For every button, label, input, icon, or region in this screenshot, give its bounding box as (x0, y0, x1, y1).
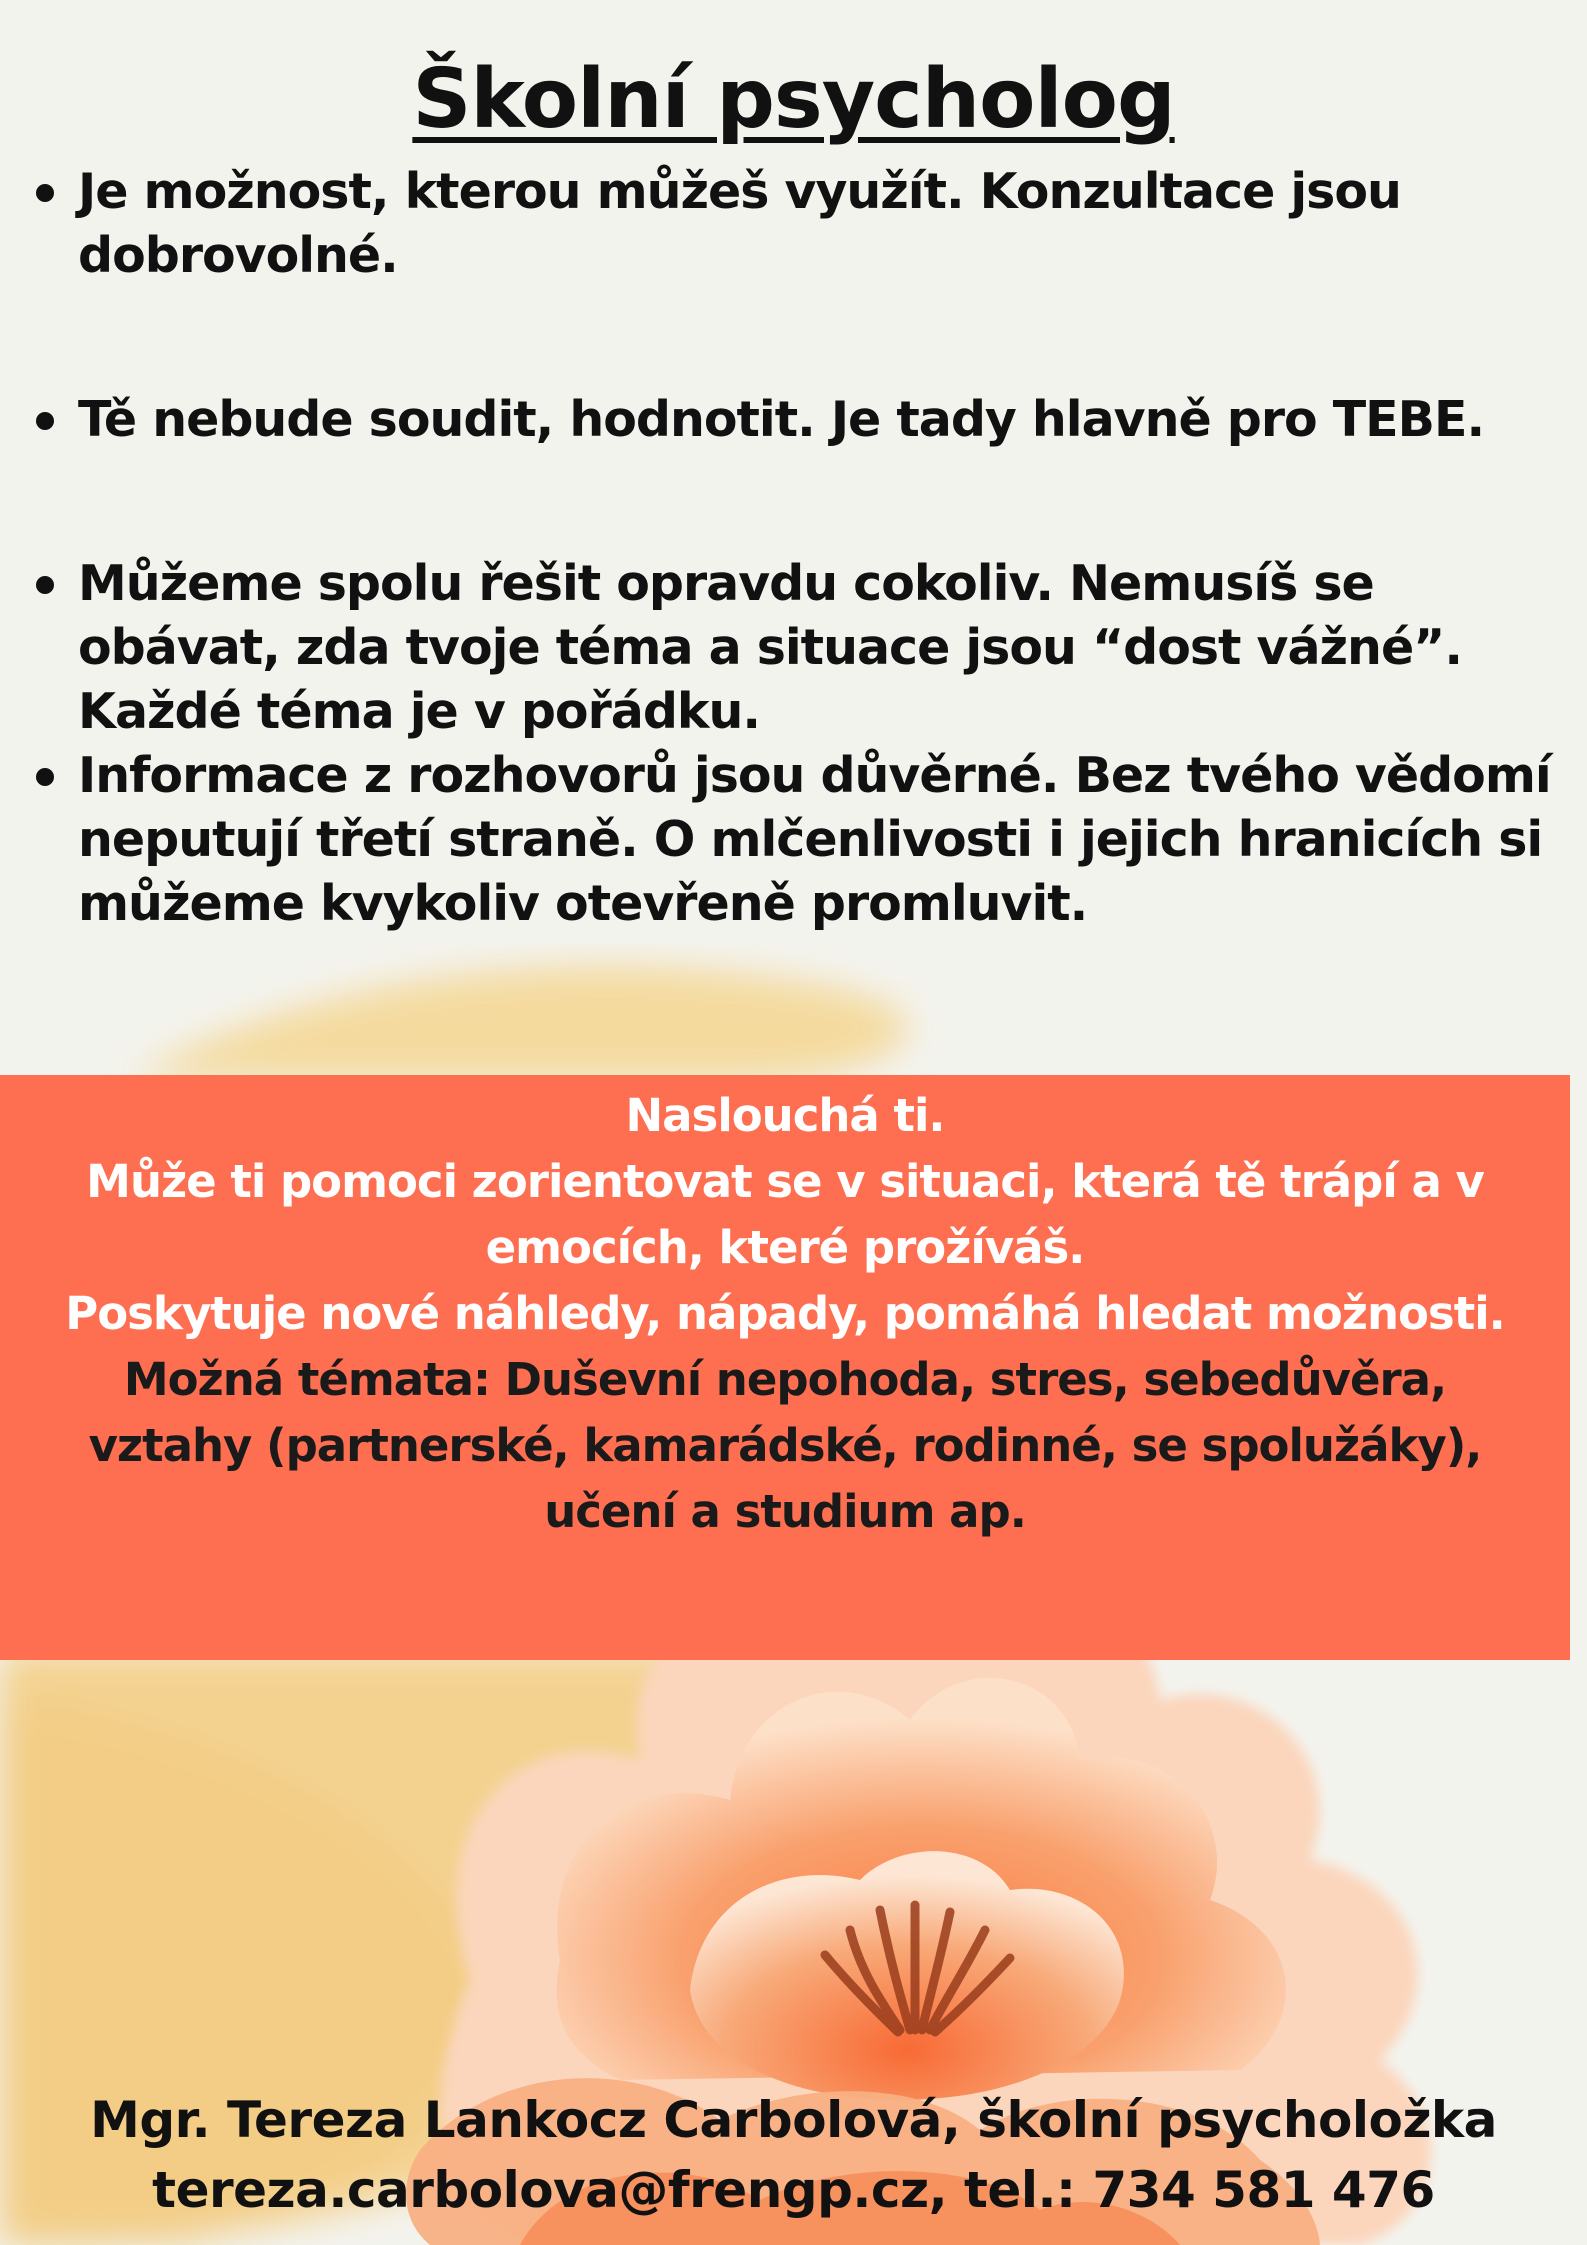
bullet-item-any-topic: Můžeme spolu řešit opravdu cokoliv. Nemusíš se obávat, zda tvoje téma a situace jsou “dost vážné”. Každé téma je v pořádku. (36, 552, 1561, 744)
contact-name: Mgr. Tereza Lankocz Carbolová, školní psycholožka (90, 2091, 1497, 2149)
box-line-learning: učení a studium ap. (544, 1485, 1026, 1538)
page-title: Školní psycholog (412, 52, 1175, 147)
bullet-item-confidentiality: Informace z rozhovorů jsou důvěrné. Bez tvého vědomí neputují třetí straně. O mlčenlivosti i jejich hranicích si můžeme kvykoliv otevřeně promluvit. (36, 744, 1561, 936)
bullet-item-voluntary: Je možnost, kterou můžeš využít. Konzultace jsou dobrovolné. (36, 160, 1561, 288)
info-bullet-list (36, 160, 1561, 936)
box-line-topics: Možná témata: Duševní nepohoda, stres, sebedůvěra, (123, 1353, 1447, 1406)
bullet-item-no-judgement: Tě nebude soudit, hodnotit. Je tady hlavně pro TEBE. (36, 388, 1561, 452)
yellow-wash-top (130, 967, 908, 1080)
box-line-perspectives: Poskytuje nové náhledy, nápady, pomáhá hledat možnosti. (65, 1287, 1505, 1340)
box-line-relationships: vztahy (partnerské, kamarádské, rodinné, se spolužáky), (88, 1419, 1482, 1472)
services-highlight-box (0, 1075, 1570, 1660)
box-line-orientation: Může ti pomoci zorientovat se v situaci, která tě trápí a v (86, 1155, 1484, 1208)
contact-footer (0, 2085, 1587, 2225)
box-line-listens: Naslouchá ti. (625, 1089, 945, 1142)
contact-details: tereza.carbolova@frengp.cz, tel.: 734 581 476 (152, 2161, 1435, 2219)
box-line-emotions: emocích, které prožíváš. (485, 1221, 1085, 1274)
